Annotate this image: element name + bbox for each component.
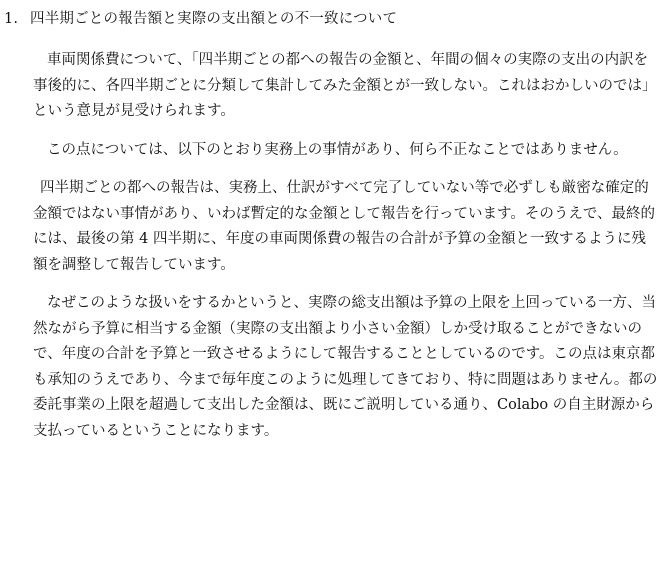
text-line: この点については、以下のとおり実務上の事情があり、何ら不正なことではありません。 [47, 141, 628, 158]
text-line: も承知のうえであり、今まで毎年度このように処理してきており、特に問題はありません。都の [33, 371, 657, 388]
text-line: なぜこのような扱いをするかというと、実際の総支出額は予算の上限を上回っている一方、当 [47, 295, 656, 311]
text-line: 支払っているということになります。 [33, 422, 279, 439]
section-number: 1. [4, 11, 19, 27]
paragraph [33, 48, 657, 125]
section-heading [4, 9, 397, 29]
text-line: 四半期ごとの都への報告は、実務上、仕訳がすべて完了していない等で必ずしも厳密な確定的 [40, 180, 649, 196]
paragraph [33, 138, 628, 164]
paragraph [33, 291, 657, 444]
section-body [33, 48, 657, 444]
text-line: 然ながら予算に相当する金額（実際の支出額より小さい金額）しか受け取ることができないの [33, 320, 642, 337]
section-title: 四半期ごとの報告額と実際の支出額との不一致について [30, 11, 398, 27]
text-line: には、最後の第 4 四半期に、年度の車両関係費の報告の合計が予算の金額と一致するように残 [33, 231, 646, 247]
paragraph [33, 176, 656, 278]
text-line: 事後的に、各四半期ごとに分類して集計してみた金額とが一致しない。これはおかしいのでは」 [33, 77, 657, 94]
text-line: で、年度の合計を予算と一致させるようにして報告することとしているのです。この点は東京都 [33, 346, 656, 362]
text-line: 車両関係費について、「四半期ごとの都への報告の金額と、年間の個々の実際の支出の内訳を [47, 52, 649, 68]
text-line: という意見が見受けられます。 [33, 103, 235, 119]
text-line: 委託事業の上限を超過して支出した金額は、既にご説明している通り、Colabo の自主財源から [33, 397, 655, 413]
text-line: 金額ではない事情があり、いわば暫定的な金額として報告を行っています。そのうえで、最終的 [33, 205, 656, 222]
text-line: 額を調整して報告しています。 [33, 256, 235, 273]
